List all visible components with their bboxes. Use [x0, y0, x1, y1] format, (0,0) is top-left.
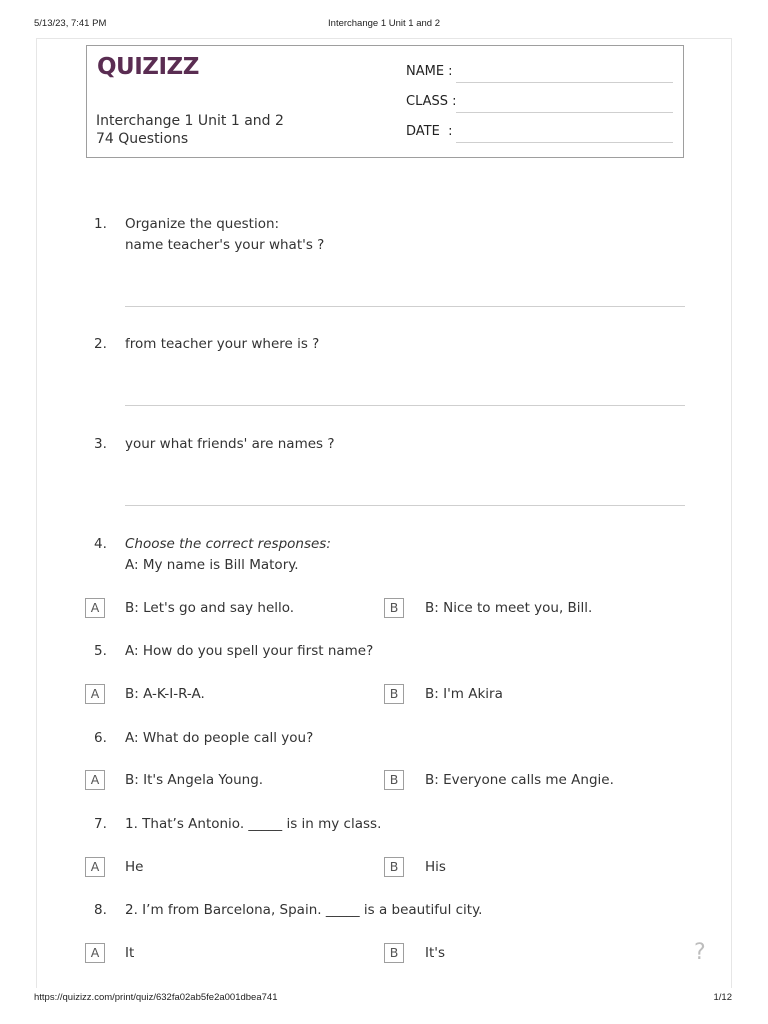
question-body: A: My name is Bill Matory. — [125, 557, 299, 573]
option-b-text[interactable]: His — [425, 859, 446, 875]
question-text: 1. That’s Antonio. _____ is in my class. — [125, 816, 382, 832]
worksheet-header — [86, 45, 684, 158]
date-field[interactable] — [456, 142, 673, 143]
option-b-box[interactable]: B — [384, 943, 404, 963]
question-text — [125, 214, 324, 256]
option-b-text[interactable]: It's — [425, 945, 446, 961]
option-a-text[interactable]: He — [125, 859, 144, 875]
option-a-box[interactable]: A — [85, 598, 105, 618]
question-number: 8. — [94, 902, 107, 918]
option-a-text[interactable]: It — [125, 945, 135, 961]
option-a-box[interactable]: A — [85, 857, 105, 877]
question-number: 1. — [94, 216, 107, 232]
answer-line[interactable] — [125, 505, 685, 506]
question-body: name teacher's your what's ? — [125, 237, 325, 253]
date-label: DATE : — [406, 124, 453, 139]
option-a-text[interactable]: B: A-K-I-R-A. — [125, 686, 205, 702]
question-text: 2. I’m from Barcelona, Spain. _____ is a beautiful city. — [125, 902, 483, 918]
option-b-box[interactable]: B — [384, 770, 404, 790]
quiz-title: Interchange 1 Unit 1 and 2 — [96, 113, 284, 129]
question-prompt: Organize the question: — [125, 216, 280, 232]
option-b-box[interactable]: B — [384, 857, 404, 877]
class-field[interactable] — [456, 112, 673, 113]
option-b-text[interactable]: B: Nice to meet you, Bill. — [425, 600, 593, 616]
question-number: 3. — [94, 436, 107, 452]
question-number: 6. — [94, 730, 107, 746]
class-label: CLASS : — [406, 94, 457, 109]
question-number: 5. — [94, 643, 107, 659]
quizizz-logo: QUIZIZZ — [97, 54, 199, 80]
question-number: 2. — [94, 336, 107, 352]
worksheet-page — [36, 38, 732, 988]
print-url: https://quizizz.com/print/quiz/632fa02ab5fe2a001dbea741 — [34, 992, 278, 1003]
question-number: 4. — [94, 536, 107, 552]
option-a-box[interactable]: A — [85, 770, 105, 790]
question-count: 74 Questions — [96, 131, 189, 147]
question-text — [125, 534, 331, 576]
print-page-indicator: 1/12 — [713, 992, 732, 1003]
print-datetime: 5/13/23, 7:41 PM — [34, 18, 107, 29]
question-text: your what friends' are names ? — [125, 436, 335, 452]
help-icon[interactable]: ? — [694, 940, 706, 965]
question-number: 7. — [94, 816, 107, 832]
name-label: NAME : — [406, 64, 453, 79]
option-a-box[interactable]: A — [85, 943, 105, 963]
question-text: from teacher your where is ? — [125, 336, 320, 352]
question-instruction: Choose the correct responses: — [125, 536, 331, 552]
option-b-text[interactable]: B: Everyone calls me Angie. — [425, 772, 614, 788]
question-text: A: How do you spell your first name? — [125, 643, 374, 659]
option-b-box[interactable]: B — [384, 598, 404, 618]
option-b-box[interactable]: B — [384, 684, 404, 704]
question-text: A: What do people call you? — [125, 730, 314, 746]
print-title: Interchange 1 Unit 1 and 2 — [328, 18, 440, 29]
name-field[interactable] — [456, 82, 673, 83]
option-a-box[interactable]: A — [85, 684, 105, 704]
option-b-text[interactable]: B: I'm Akira — [425, 686, 503, 702]
option-a-text[interactable]: B: It's Angela Young. — [125, 772, 264, 788]
option-a-text[interactable]: B: Let's go and say hello. — [125, 600, 295, 616]
answer-line[interactable] — [125, 306, 685, 307]
answer-line[interactable] — [125, 405, 685, 406]
